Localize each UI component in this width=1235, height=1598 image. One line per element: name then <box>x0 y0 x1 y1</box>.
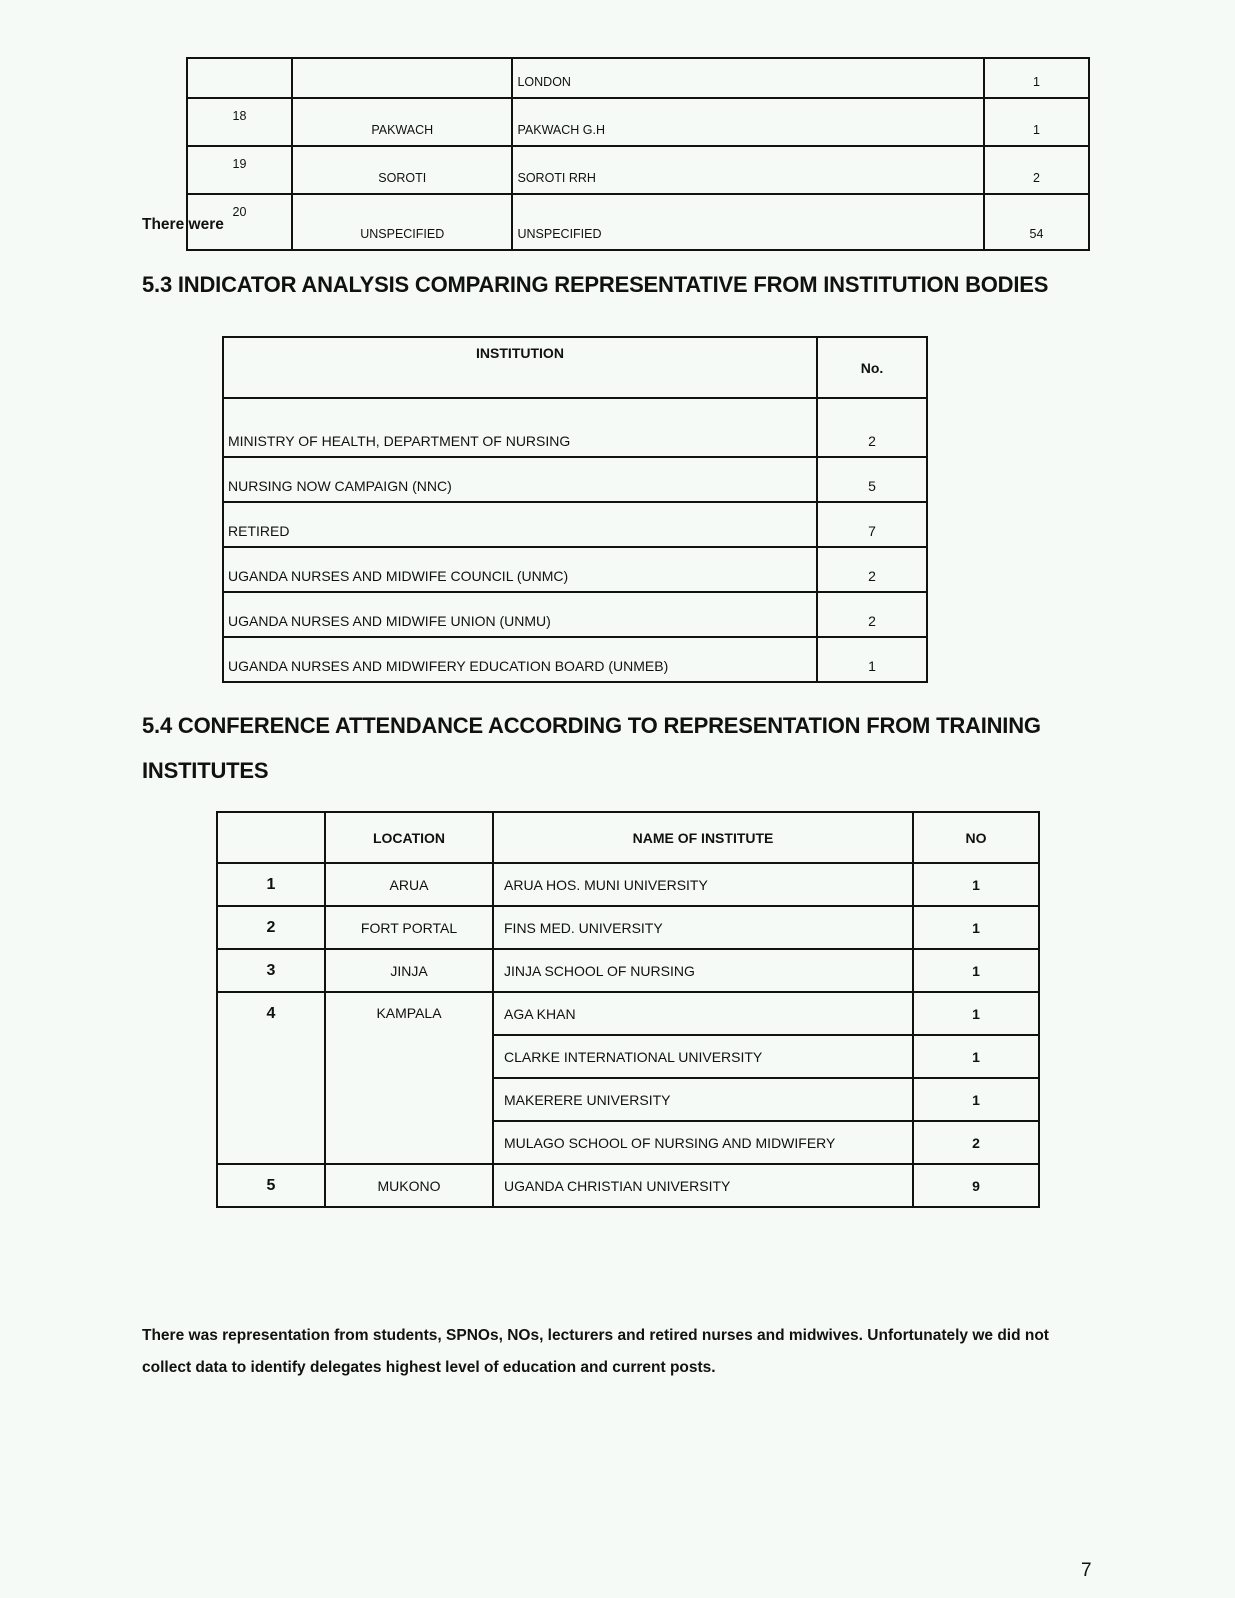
institution-cell: UGANDA NURSES AND MIDWIFE COUNCIL (UNMC) <box>223 547 817 592</box>
row-number: 5 <box>217 1164 325 1207</box>
table-row <box>187 146 1089 194</box>
location-column-header: LOCATION <box>325 812 493 863</box>
institution-bodies-table <box>222 336 928 683</box>
section-5-3-heading: 5.3 INDICATOR ANALYSIS COMPARING REPRESENTATIVE FROM INSTITUTION BODIES <box>142 272 1049 297</box>
institution-column-header: INSTITUTION <box>223 337 817 398</box>
facility-cell: UNSPECIFIED <box>512 194 983 250</box>
count-cell: 1 <box>984 58 1089 98</box>
table-row <box>187 98 1089 146</box>
table-row <box>223 592 927 637</box>
institute-cell: MAKERERE UNIVERSITY <box>493 1078 913 1121</box>
table-row <box>223 637 927 682</box>
row-number: 2 <box>217 906 325 949</box>
institute-column-header: NAME OF INSTITUTE <box>493 812 913 863</box>
location-cell: KAMPALA <box>325 992 493 1164</box>
table-row <box>223 502 927 547</box>
institute-cell: UGANDA CHRISTIAN UNIVERSITY <box>493 1164 913 1207</box>
row-number: 4 <box>217 992 325 1164</box>
row-number: 1 <box>217 863 325 906</box>
location-cell: ARUA <box>325 863 493 906</box>
institute-cell: MULAGO SCHOOL OF NURSING AND MIDWIFERY <box>493 1121 913 1164</box>
district-cell: UNSPECIFIED <box>292 194 512 250</box>
count-cell: 9 <box>913 1164 1039 1207</box>
institute-cell: JINJA SCHOOL OF NURSING <box>493 949 913 992</box>
facility-cell: SOROTI RRH <box>512 146 983 194</box>
row-number: 20 <box>187 194 292 250</box>
institution-cell: NURSING NOW CAMPAIGN (NNC) <box>223 457 817 502</box>
count-cell: 1 <box>913 1035 1039 1078</box>
table-header-row <box>223 337 927 398</box>
no-column-header: No. <box>817 337 927 398</box>
table-row <box>187 194 1089 250</box>
count-cell: 1 <box>913 1078 1039 1121</box>
count-cell: 1 <box>984 98 1089 146</box>
table-row <box>217 949 1039 992</box>
table-row <box>217 1164 1039 1207</box>
count-cell: 1 <box>913 906 1039 949</box>
count-cell: 5 <box>817 457 927 502</box>
section-5-4-heading: 5.4 CONFERENCE ATTENDANCE ACCORDING TO REPRESENTATION FROM TRAINING INSTITUTES <box>142 713 1041 783</box>
location-cell: MUKONO <box>325 1164 493 1207</box>
count-cell: 1 <box>913 949 1039 992</box>
table-header-row <box>217 812 1039 863</box>
count-cell: 2 <box>984 146 1089 194</box>
location-cell: JINJA <box>325 949 493 992</box>
training-institutes-table <box>216 811 1040 1208</box>
institution-cell: UGANDA NURSES AND MIDWIFERY EDUCATION BOARD (UNMEB) <box>223 637 817 682</box>
count-cell: 7 <box>817 502 927 547</box>
row-number <box>187 58 292 98</box>
count-cell: 2 <box>817 547 927 592</box>
facility-cell: LONDON <box>512 58 983 98</box>
district-cell <box>292 58 512 98</box>
page-number: 7 <box>1081 1560 1092 1581</box>
institute-cell: AGA KHAN <box>493 992 913 1035</box>
table-row <box>223 398 927 457</box>
facility-table-continuation <box>186 57 1090 251</box>
count-cell: 1 <box>913 992 1039 1035</box>
number-column-header <box>217 812 325 863</box>
table-row <box>217 992 1039 1035</box>
count-cell: 2 <box>913 1121 1039 1164</box>
row-number: 18 <box>187 98 292 146</box>
location-cell: FORT PORTAL <box>325 906 493 949</box>
table-row <box>187 58 1089 98</box>
table-row <box>223 547 927 592</box>
row-number: 19 <box>187 146 292 194</box>
count-cell: 2 <box>817 592 927 637</box>
note-there-were: There were <box>142 216 224 233</box>
count-cell: 1 <box>913 863 1039 906</box>
institution-cell: RETIRED <box>223 502 817 547</box>
representation-note: There was representation from students, SPNOs, NOs, lecturers and retired nurses and midwives. Unfortunately we did not collect data to identify delegates highest level of education and current posts. <box>142 1327 1049 1376</box>
table-row <box>217 906 1039 949</box>
district-cell: PAKWACH <box>292 98 512 146</box>
institute-cell: FINS MED. UNIVERSITY <box>493 906 913 949</box>
count-cell: 54 <box>984 194 1089 250</box>
count-cell: 1 <box>817 637 927 682</box>
table-row <box>223 457 927 502</box>
no-column-header: NO <box>913 812 1039 863</box>
row-number: 3 <box>217 949 325 992</box>
institute-cell: ARUA HOS. MUNI UNIVERSITY <box>493 863 913 906</box>
count-cell: 2 <box>817 398 927 457</box>
institute-cell: CLARKE INTERNATIONAL UNIVERSITY <box>493 1035 913 1078</box>
institution-cell: UGANDA NURSES AND MIDWIFE UNION (UNMU) <box>223 592 817 637</box>
district-cell: SOROTI <box>292 146 512 194</box>
facility-cell: PAKWACH G.H <box>512 98 983 146</box>
institution-cell: MINISTRY OF HEALTH, DEPARTMENT OF NURSING <box>223 398 817 457</box>
table-row <box>217 863 1039 906</box>
